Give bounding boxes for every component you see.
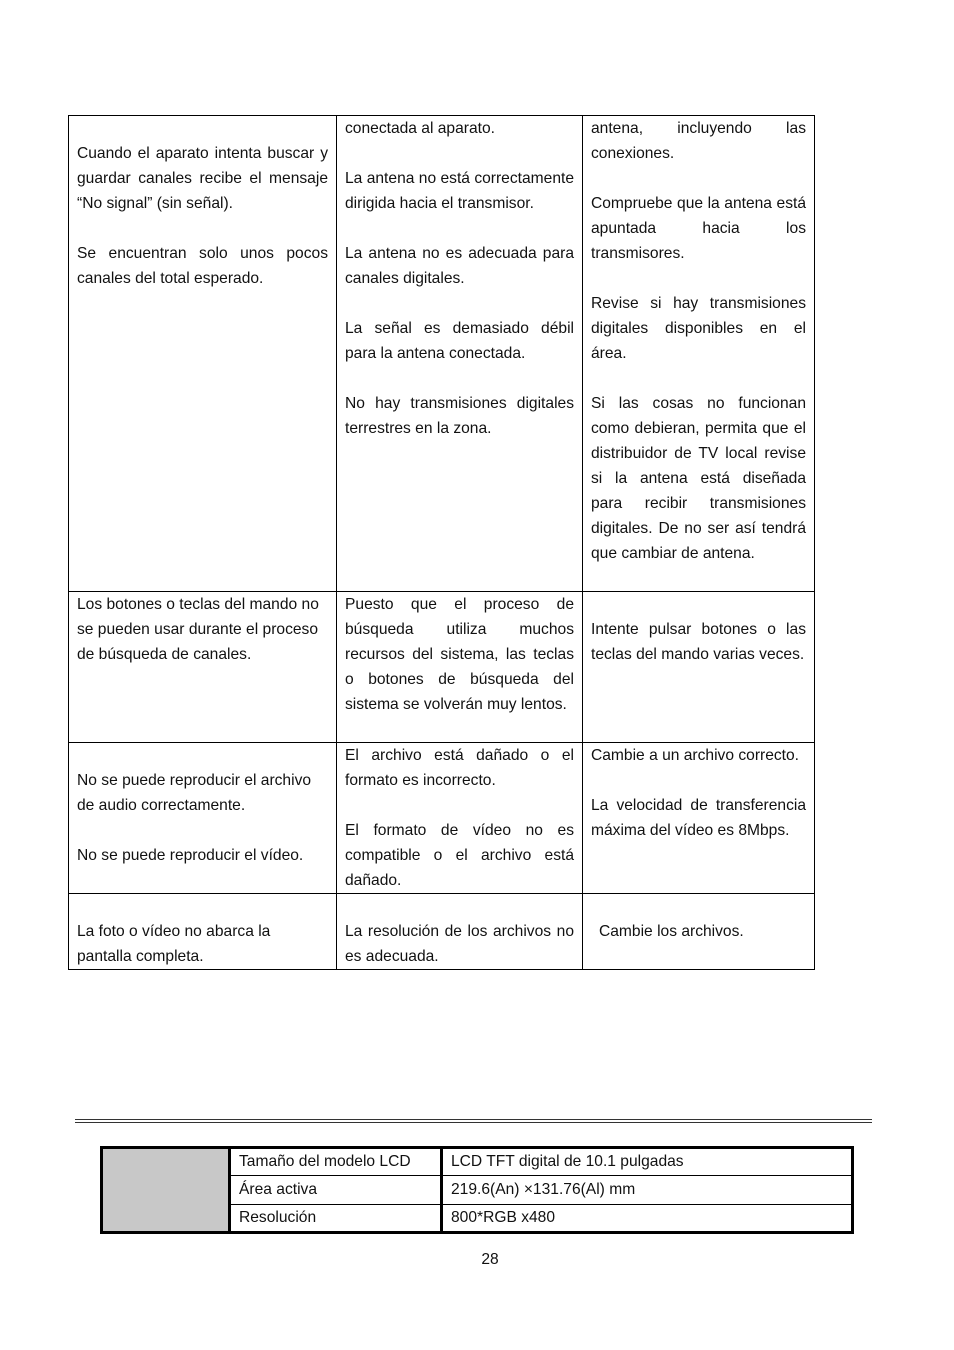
cause-text: La antena no es adecuada para canales digitales. <box>345 245 574 287</box>
table-row <box>102 1148 853 1176</box>
problem-cell <box>69 894 337 970</box>
cause-cell <box>337 743 583 894</box>
solution-cell <box>583 743 815 894</box>
solution-cell <box>583 894 815 970</box>
solution-cell <box>583 116 815 592</box>
page-number: 28 <box>481 1251 499 1268</box>
solution-text: Cambie los archivos. <box>599 923 744 940</box>
cause-cell <box>337 894 583 970</box>
section-divider <box>75 1122 872 1123</box>
spec-name: Tamaño del modelo LCD <box>230 1148 442 1176</box>
problem-text: No se puede reproducir el archivo de audio correctamente. <box>77 772 312 814</box>
cause-text: Puesto que el proceso de búsqueda utiliza muchos recursos del sistema, las teclas o botones de búsqueda del sistema se volverán muy lentos. <box>345 596 574 713</box>
table-row <box>69 743 815 894</box>
spec-value: 219.6(An) ×131.76(Al) mm <box>442 1176 853 1204</box>
solution-text: Si las cosas no funcionan como debieran, permita que el distribuidor de TV local revise si la antena está diseñada para recibir transmisiones digitales. De no ser así tendrá que cambiar de antena. <box>591 395 806 562</box>
spec-value: LCD TFT digital de 10.1 pulgadas <box>442 1148 853 1176</box>
table-row <box>69 592 815 743</box>
problem-cell <box>69 116 337 592</box>
table-row <box>69 894 815 970</box>
problem-cell <box>69 592 337 743</box>
cause-text: No hay transmisiones digitales terrestres en la zona. <box>345 395 574 437</box>
solution-text: Intente pulsar botones o las teclas del mando varias veces. <box>591 621 806 663</box>
cause-text: La señal es demasiado débil para la antena conectada. <box>345 320 574 362</box>
cause-text: conectada al aparato. <box>345 120 495 137</box>
cause-text: El archivo está dañado o el formato es incorrecto. <box>345 747 574 789</box>
problem-text: Se encuentran solo unos pocos canales del total esperado. <box>77 245 328 287</box>
section-divider <box>75 1119 872 1120</box>
problem-text: No se puede reproducir el vídeo. <box>77 847 304 864</box>
solution-cell <box>583 592 815 743</box>
problem-text: La foto o vídeo no abarca la pantalla completa. <box>77 923 271 965</box>
table-row <box>69 116 815 592</box>
problem-text: Cuando el aparato intenta buscar y guardar canales recibe el mensaje “No signal” (sin señal). <box>77 145 328 212</box>
problem-cell <box>69 743 337 894</box>
spec-category-cell <box>102 1148 230 1233</box>
spec-name: Resolución <box>230 1204 442 1232</box>
troubleshooting-table <box>68 115 815 970</box>
solution-text: Revise si hay transmisiones digitales disponibles en el área. <box>591 295 806 362</box>
solution-text: antena, incluyendo las conexiones. <box>591 120 806 162</box>
cause-cell <box>337 592 583 743</box>
specifications-table <box>100 1146 854 1234</box>
cause-text: La resolución de los archivos no es adecuada. <box>345 923 574 965</box>
solution-text: La velocidad de transferencia máxima del vídeo es 8Mbps. <box>591 797 806 839</box>
cause-text: El formato de vídeo no es compatible o el archivo está dañado. <box>345 822 574 889</box>
solution-text: Cambie a un archivo correcto. <box>591 747 800 764</box>
cause-cell <box>337 116 583 592</box>
spec-value: 800*RGB x480 <box>442 1204 853 1232</box>
spec-name: Área activa <box>230 1176 442 1204</box>
cause-text: La antena no está correctamente dirigida hacia el transmisor. <box>345 170 574 212</box>
solution-text: Compruebe que la antena está apuntada hacia los transmisores. <box>591 195 806 262</box>
problem-text: Los botones o teclas del mando no se pueden usar durante el proceso de búsqueda de canales. <box>77 596 319 663</box>
